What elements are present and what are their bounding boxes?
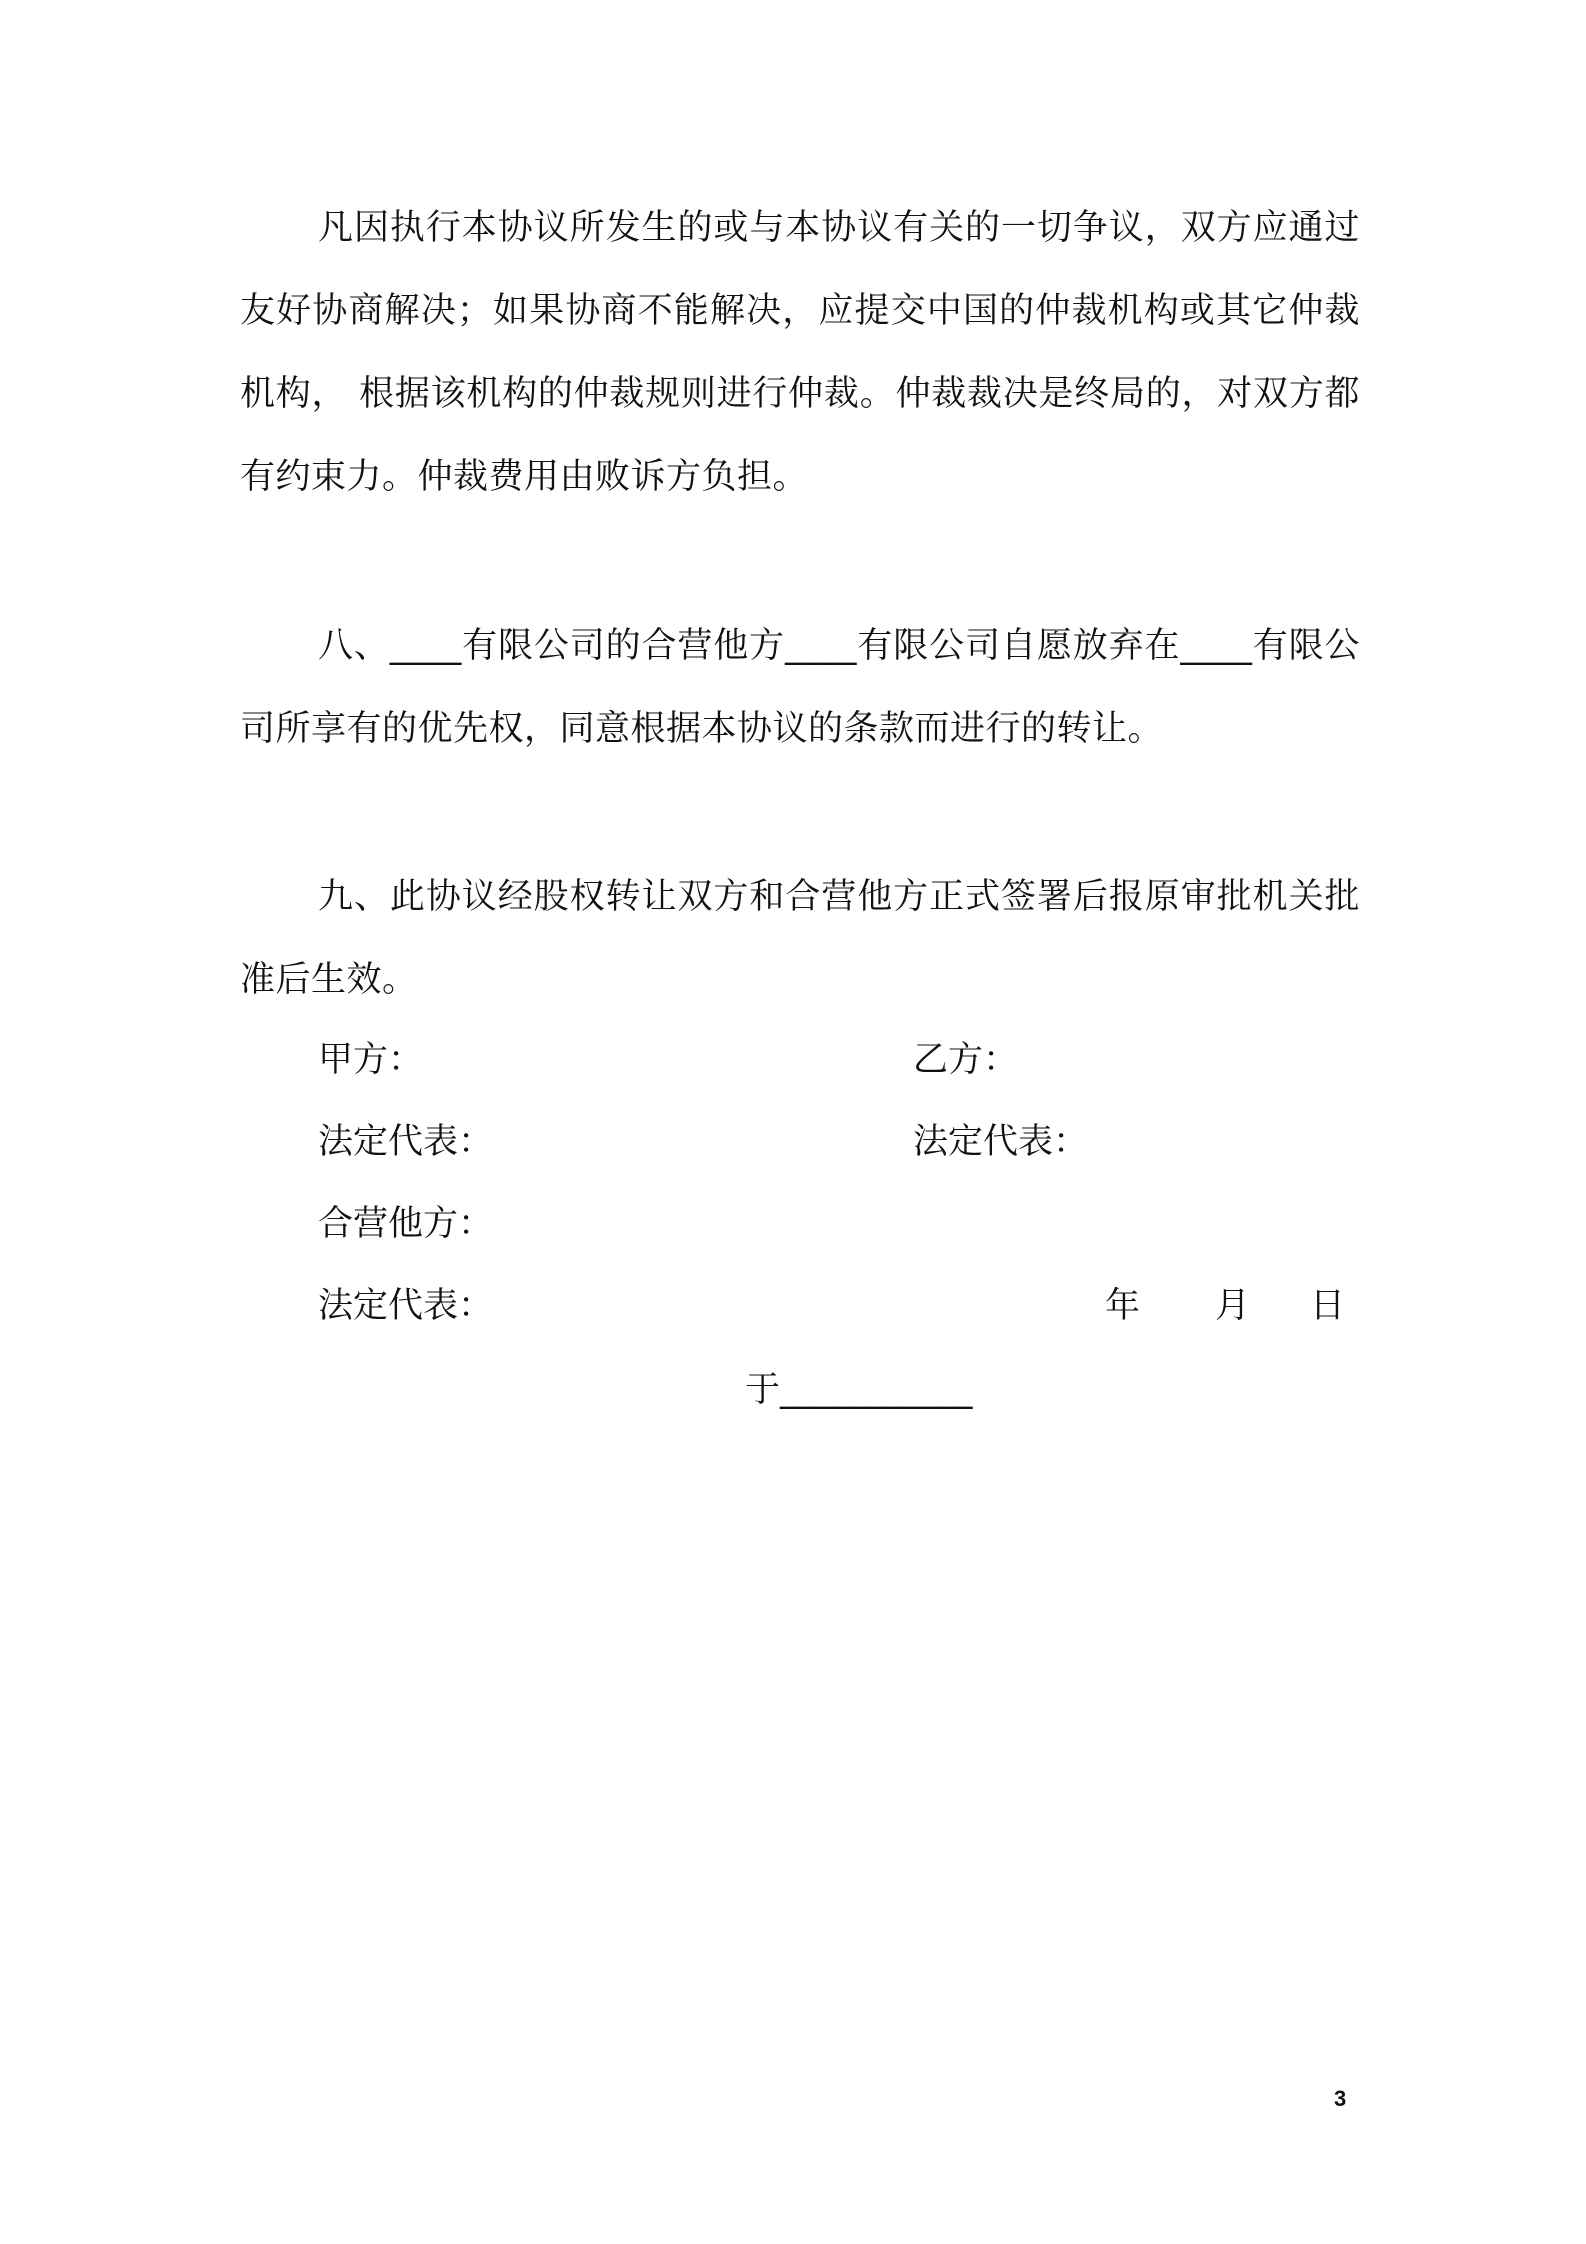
legal-rep-jv-label: 法定代表： [318, 1286, 494, 1326]
legal-rep-b-label: 法定代表： [913, 1122, 1089, 1162]
date-month-label: 月 [1215, 1286, 1251, 1326]
party-a-label: 甲方： [318, 1040, 424, 1080]
paragraph-dispute-resolution: 凡因执行本协议所发生的或与本协议有关的一切争议，双方应通过友好协商解决；如果协商不能解决，应提交中国的仲裁机构或其它仲裁机构， 根据该机构的仲裁规则进行仲裁。仲裁裁决是终局的，对双方都有约束力。仲裁费用由败诉方负担。 [240, 208, 1360, 497]
date-year-label: 年 [1105, 1286, 1141, 1326]
jv-party-label: 合营他方： [318, 1204, 494, 1244]
signing-place-line: 于___________ [745, 1370, 973, 1410]
party-b-label: 乙方： [913, 1040, 1019, 1080]
paragraph-clause-nine: 九、此协议经股权转让双方和合营他方正式签署后报原审批机关批准后生效。 [240, 877, 1360, 1000]
page-number: 3 [1334, 2086, 1347, 2111]
paragraph-clause-eight: 八、____有限公司的合营他方____有限公司自愿放弃在____有限公司所享有的优先权，同意根据本协议的条款而进行的转让。 [240, 626, 1360, 749]
date-day-label: 日 [1310, 1286, 1346, 1326]
legal-rep-a-label: 法定代表： [318, 1122, 494, 1162]
